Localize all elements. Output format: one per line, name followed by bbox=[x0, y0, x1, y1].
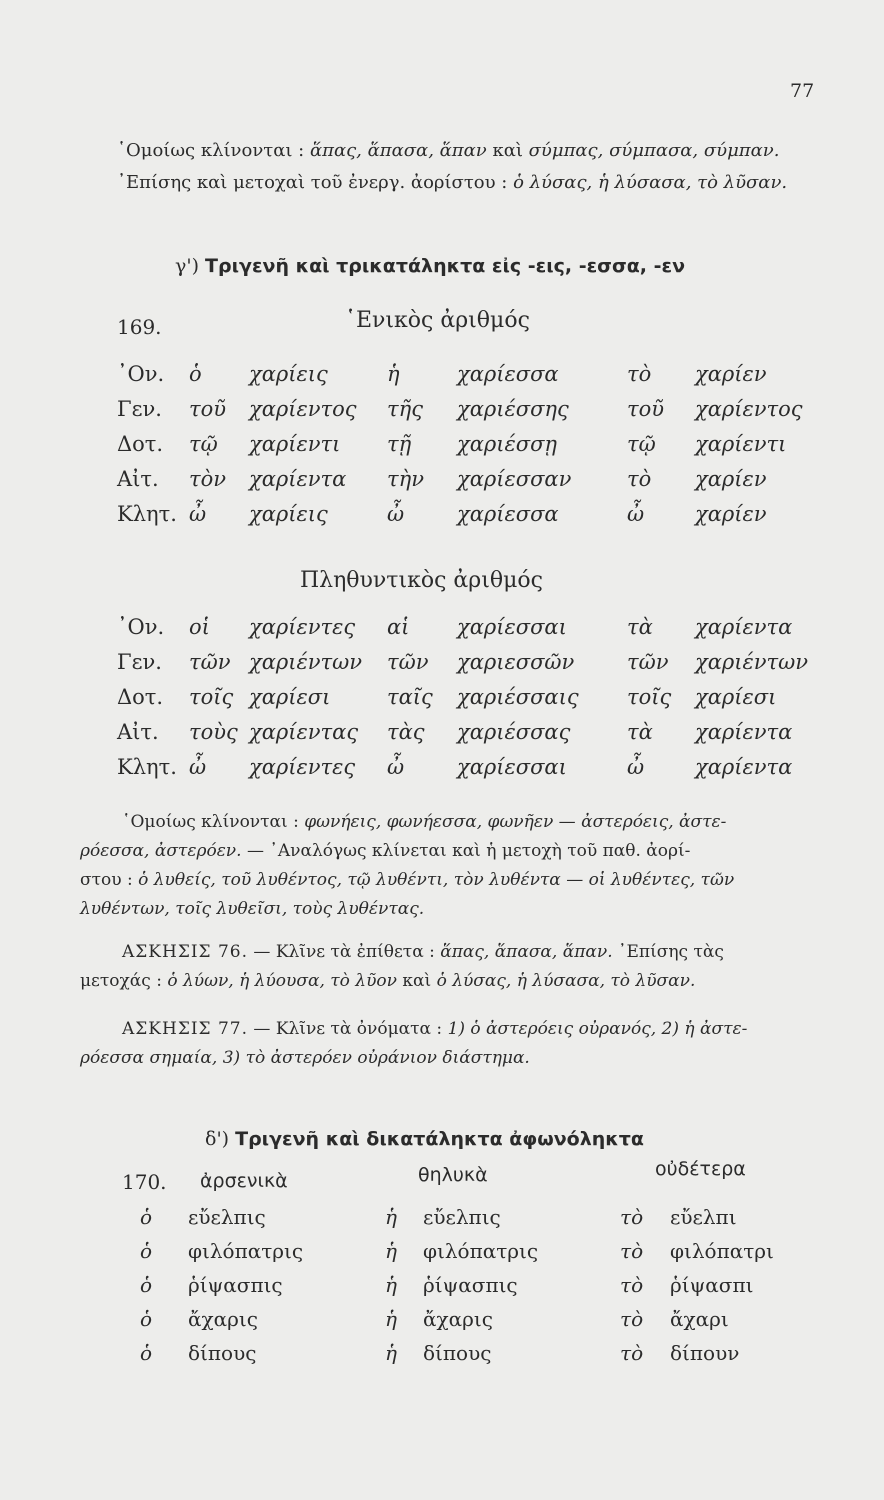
cell-a1: τὸν bbox=[189, 467, 227, 491]
exercise-76-line-2 bbox=[80, 967, 695, 996]
cell-w2: χαρίεσσα bbox=[457, 502, 559, 526]
cell-a3: τῶν bbox=[627, 650, 669, 674]
cell-a3: τὰ bbox=[627, 615, 653, 639]
cell-a1: ὁ bbox=[140, 1341, 153, 1365]
similar-line-4 bbox=[80, 895, 424, 924]
cell-w3: χαρίεν bbox=[695, 502, 767, 526]
similar-line-2-rest: — ᾿Αναλόγως κλίνεται καὶ ἡ μετοχὴ τοῦ παθ. ἀορί- bbox=[241, 841, 691, 861]
cell-a1: ὁ bbox=[140, 1239, 153, 1263]
similar-line-3 bbox=[80, 866, 734, 895]
cell-a2: ὦ bbox=[387, 502, 405, 526]
section-170-number: 170. bbox=[122, 1170, 167, 1194]
intro-line-2-lead: ᾿Επίσης καὶ μετοχαὶ τοῦ ἐνεργ. ἀορίστου : bbox=[117, 172, 514, 193]
cell-w3: ῥίψασπι bbox=[670, 1273, 754, 1297]
cell-a1: ὦ bbox=[189, 755, 207, 779]
declension-row bbox=[117, 685, 837, 719]
intro-line-2-forms: ὁ λύσας, ἡ λύσασα, τὸ λῦσαν. bbox=[513, 172, 788, 193]
declension-row bbox=[117, 720, 837, 754]
adjective-row bbox=[140, 1273, 820, 1306]
cell-a3: τὸ bbox=[627, 467, 652, 491]
exercise-77-line-2 bbox=[80, 1044, 530, 1073]
cell-a3: τὸ bbox=[620, 1307, 644, 1331]
cell-case: Γεν. bbox=[117, 397, 162, 421]
cell-a2: ἡ bbox=[385, 1341, 397, 1365]
cell-a2: ἡ bbox=[385, 1239, 397, 1263]
cell-a3: τῷ bbox=[627, 432, 656, 456]
intro-line-1-forms: ἅπας, ἅπασα, ἅπαν bbox=[309, 140, 487, 161]
cell-w1: χαρίεντι bbox=[249, 432, 341, 456]
cell-w3: χαρίεντι bbox=[695, 432, 787, 456]
cell-w3: χαρίεν bbox=[695, 467, 767, 491]
cell-a2: ἡ bbox=[387, 362, 400, 386]
section-d-heading bbox=[205, 1128, 644, 1150]
similar-line-4-forms: λυθέντων, τοῖς λυθεῖσι, τοὺς λυθέντας. bbox=[80, 899, 425, 919]
cell-w2: εὔελπις bbox=[423, 1205, 501, 1229]
cell-w3: χαρίεσι bbox=[695, 685, 777, 709]
cell-a2: τῆς bbox=[387, 397, 423, 421]
cell-a1: ὁ bbox=[140, 1273, 153, 1297]
col-feminine: θηλυκὰ bbox=[418, 1164, 488, 1186]
cell-a2: ἡ bbox=[385, 1273, 397, 1297]
cell-w3: εὔελπι bbox=[670, 1205, 737, 1229]
cell-w1: χαριέντων bbox=[249, 650, 363, 674]
intro-line-1-and: καὶ bbox=[486, 140, 529, 161]
cell-a3: τὸ bbox=[627, 362, 652, 386]
section-g-title: Τριγενῆ καὶ τρικατάληκτα εἰς -εις, -εσσα, -εν bbox=[205, 255, 686, 277]
cell-w1: δίπους bbox=[188, 1341, 257, 1365]
cell-w1: εὔελπις bbox=[188, 1205, 266, 1229]
declension-row bbox=[117, 432, 837, 466]
cell-w1: χαρίεντος bbox=[249, 397, 357, 421]
cell-w2: χαρίεσσαι bbox=[457, 615, 567, 639]
cell-a1: ὦ bbox=[189, 502, 207, 526]
cell-case: Γεν. bbox=[117, 650, 162, 674]
intro-line-1 bbox=[117, 140, 779, 161]
section-d-title: Τριγενῆ καὶ δικατάληκτα ἀφωνόληκτα bbox=[235, 1128, 644, 1150]
cell-case: Αἰτ. bbox=[117, 467, 159, 491]
declension-row bbox=[117, 615, 837, 649]
cell-a3: τὸ bbox=[620, 1273, 644, 1297]
cell-w1: χαρίεντα bbox=[249, 467, 347, 491]
cell-w2: δίπους bbox=[423, 1341, 492, 1365]
cell-w2: ῥίψασπις bbox=[423, 1273, 518, 1297]
cell-a1: τῷ bbox=[189, 432, 218, 456]
cell-case: ᾿Ον. bbox=[117, 362, 165, 386]
exercise-77-line-2-forms: ρόεσσα σημαία, 3) τὸ ἀστερόεν οὐράνιον διάστημα. bbox=[80, 1048, 530, 1068]
intro-line-1-forms2: σύμπας, σύμπασα, σύμπαν. bbox=[528, 140, 780, 161]
declension-row bbox=[117, 755, 837, 789]
similar-line-1-lead: ῾Ομοίως κλίνονται : bbox=[122, 812, 305, 832]
page-number: 77 bbox=[790, 80, 815, 102]
cell-w1: χαρίεσι bbox=[249, 685, 331, 709]
declension-row bbox=[117, 467, 837, 501]
cell-a1: οἱ bbox=[189, 615, 210, 639]
cell-w1: ῥίψασπις bbox=[188, 1273, 283, 1297]
declension-row bbox=[117, 397, 837, 431]
adjective-row bbox=[140, 1341, 820, 1374]
cell-case: Αἰτ. bbox=[117, 720, 159, 744]
cell-a1: ὁ bbox=[140, 1205, 153, 1229]
cell-case: Δοτ. bbox=[117, 685, 164, 709]
exercise-77-text: — Κλῖνε τὰ ὀνόματα : bbox=[248, 1019, 448, 1039]
cell-w3: χαρίεντος bbox=[695, 397, 803, 421]
cell-w2: χαριεσσῶν bbox=[457, 650, 575, 674]
similar-line-1 bbox=[122, 808, 726, 837]
cell-case: Δοτ. bbox=[117, 432, 164, 456]
cell-case: Κλητ. bbox=[117, 755, 177, 779]
col-masculine: ἀρσενικὰ bbox=[200, 1170, 288, 1192]
declension-row bbox=[117, 502, 837, 536]
exercise-76-forms: ἅπας, ἅπασα, ἅπαν. bbox=[440, 942, 613, 962]
cell-w3: χαρίεντα bbox=[695, 615, 793, 639]
cell-a2: αἱ bbox=[387, 615, 410, 639]
singular-title: ῾Ενικὸς ἀριθμός bbox=[345, 308, 530, 333]
similar-line-3-lead: στου : bbox=[80, 870, 139, 890]
cell-a2: ἡ bbox=[385, 1205, 397, 1229]
adjective-row bbox=[140, 1307, 820, 1340]
cell-w1: χαρίεντες bbox=[249, 755, 356, 779]
cell-a1: τοὺς bbox=[189, 720, 238, 744]
intro-line-2 bbox=[117, 172, 787, 193]
similar-line-3-forms: ὁ λυθείς, τοῦ λυθέντος, τῷ λυθέντι, τὸν λυθέντα — οἱ λυθέντες, τῶν bbox=[138, 870, 735, 890]
adjective-row bbox=[140, 1239, 820, 1272]
declension-row bbox=[117, 362, 837, 396]
exercise-76-line-1 bbox=[122, 938, 724, 967]
cell-w2: φιλόπατρις bbox=[423, 1239, 539, 1263]
intro-line-1-lead: ῾Ομοίως κλίνονται : bbox=[117, 140, 310, 161]
cell-a2: τῶν bbox=[387, 650, 429, 674]
cell-w2: χαριέσσῃ bbox=[457, 432, 558, 456]
cell-w3: δίπουν bbox=[670, 1341, 740, 1365]
cell-a3: τὸ bbox=[620, 1341, 644, 1365]
cell-w3: χαριέντων bbox=[695, 650, 809, 674]
cell-w1: φιλόπατρις bbox=[188, 1239, 304, 1263]
section-169-number: 169. bbox=[117, 315, 162, 339]
exercise-76-label: ΑΣΚΗΣΙΣ 76. bbox=[122, 942, 249, 962]
cell-w3: φιλόπατρι bbox=[670, 1239, 774, 1263]
cell-w1: ἄχαρις bbox=[188, 1307, 258, 1331]
cell-a3: τοῖς bbox=[627, 685, 672, 709]
cell-w2: χαρίεσσα bbox=[457, 362, 559, 386]
cell-a1: ὁ bbox=[189, 362, 202, 386]
exercise-76-line-2-forms: ὁ λύων, ἡ λύουσα, τὸ λῦον bbox=[167, 971, 397, 991]
exercise-76-line-2-forms2: ὁ λύσας, ἡ λύσασα, τὸ λῦσαν. bbox=[436, 971, 696, 991]
cell-w1: χαρίεις bbox=[249, 502, 328, 526]
cell-w2: χαρίεσσαι bbox=[457, 755, 567, 779]
cell-w2: χαρίεσσαν bbox=[457, 467, 572, 491]
section-d-label: δ') bbox=[205, 1128, 230, 1150]
cell-a3: τὸ bbox=[620, 1205, 644, 1229]
cell-a3: τὰ bbox=[627, 720, 653, 744]
cell-w3: χαρίεντα bbox=[695, 720, 793, 744]
cell-w1: χαρίεις bbox=[249, 362, 328, 386]
declension-row bbox=[117, 650, 837, 684]
cell-w2: χαριέσσης bbox=[457, 397, 569, 421]
cell-w1: χαρίεντες bbox=[249, 615, 356, 639]
cell-w2: χαριέσσας bbox=[457, 720, 571, 744]
similar-line-2-forms: ρόεσσα, ἀστερόεν. bbox=[80, 841, 242, 861]
exercise-76-text: — Κλῖνε τὰ ἐπίθετα : bbox=[248, 942, 441, 962]
cell-a2: ταῖς bbox=[387, 685, 433, 709]
cell-a1: τῶν bbox=[189, 650, 231, 674]
section-g-heading bbox=[175, 255, 685, 277]
cell-w3: ἄχαρι bbox=[670, 1307, 729, 1331]
exercise-76-rest: ᾿Επίσης τὰς bbox=[612, 942, 724, 962]
cell-a3: ὦ bbox=[627, 755, 645, 779]
section-g-label: γ') bbox=[175, 255, 199, 277]
cell-case: ᾿Ον. bbox=[117, 615, 165, 639]
cell-a2: τὴν bbox=[387, 467, 424, 491]
cell-w3: χαρίεντα bbox=[695, 755, 793, 779]
cell-w1: χαρίεντας bbox=[249, 720, 359, 744]
plural-title: Πληθυντικὸς ἀριθμός bbox=[300, 568, 543, 593]
cell-a1: ὁ bbox=[140, 1307, 153, 1331]
cell-a2: ὦ bbox=[387, 755, 405, 779]
cell-a3: ὦ bbox=[627, 502, 645, 526]
exercise-76-line-2-lead: μετοχάς : bbox=[80, 971, 168, 991]
exercise-76-line-2-and: καὶ bbox=[396, 971, 437, 991]
exercise-77-label: ΑΣΚΗΣΙΣ 77. bbox=[122, 1019, 249, 1039]
cell-w3: χαρίεν bbox=[695, 362, 767, 386]
cell-a2: τὰς bbox=[387, 720, 425, 744]
cell-a1: τοῖς bbox=[189, 685, 234, 709]
cell-a3: τὸ bbox=[620, 1239, 644, 1263]
cell-w2: χαριέσσαις bbox=[457, 685, 579, 709]
cell-a1: τοῦ bbox=[189, 397, 227, 421]
cell-a2: τῇ bbox=[387, 432, 412, 456]
cell-case: Κλητ. bbox=[117, 502, 177, 526]
exercise-77-line-1 bbox=[122, 1015, 747, 1044]
cell-a2: ἡ bbox=[385, 1307, 397, 1331]
similar-line-1-forms: φωνήεις, φωνήεσσα, φωνῆεν — ἀστερόεις, ἀστε- bbox=[304, 812, 727, 832]
cell-w2: ἄχαρις bbox=[423, 1307, 493, 1331]
cell-a3: τοῦ bbox=[627, 397, 665, 421]
col-neuter: οὐδέτερα bbox=[655, 1158, 746, 1180]
exercise-77-forms: 1) ὁ ἀστερόεις οὐρανός, 2) ἡ ἀστε- bbox=[447, 1019, 748, 1039]
adjective-row bbox=[140, 1205, 820, 1238]
similar-line-2 bbox=[80, 837, 690, 866]
